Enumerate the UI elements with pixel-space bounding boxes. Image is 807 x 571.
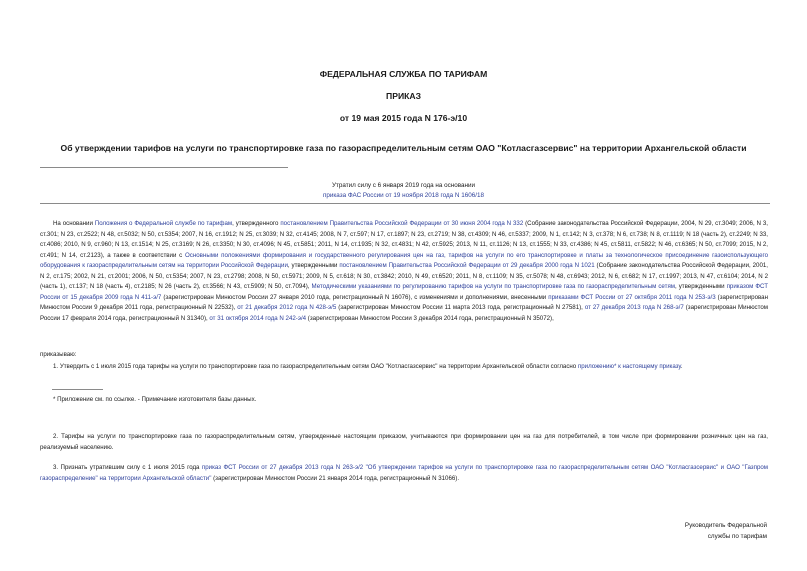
link-order-253[interactable]: приказами ФСТ России от 27 октября 2011 года N 253-э/3 bbox=[548, 293, 716, 301]
link-appendix[interactable]: приложению* к настоящему приказу bbox=[577, 363, 681, 370]
link-order-263[interactable]: приказ ФСТ России от 27 декабря 2013 года N 263-э/2 "Об утверждении тарифов на услуги по транспортировке газа по газораспределительным сетям ОАО "Котласгазсервис" и ОАО "Газпром газораспределение" на территории Архангельской области" bbox=[40, 464, 768, 482]
preamble-text-8: (зарегистрирован Минюстом России 9 декабря 2011 года, регистрационный N 22532), bbox=[40, 293, 768, 311]
preamble-text-10: (зарегистрирован Минюстом России 17 февраля 2014 года, регистрационный N 31340), bbox=[40, 304, 769, 322]
preamble-text-1: На основании bbox=[53, 220, 95, 227]
preamble-text-6: , утвержденными bbox=[675, 283, 727, 290]
link-basic-provisions[interactable]: Основными положениями формирования и государственного регулирования цен на газ, тарифов на услуги по его транспортировке и платы за технологическое присоединение газоиспользующего оборудования к газораспределительным сетям на территории Российской Федерации bbox=[40, 251, 768, 269]
document-date-number: от 19 мая 2015 года N 176-э/10 bbox=[339, 113, 468, 123]
status-link[interactable]: приказа ФАС России от 19 ноября 2018 года N 1606/18 bbox=[322, 192, 484, 199]
document-type: ПРИКАЗ bbox=[386, 91, 421, 101]
preamble-text-9: (зарегистрирован Минюстом России 11 марта 2013 года, регистрационный N 27581), bbox=[336, 304, 585, 311]
signature-line-1: Руководитель Федеральной bbox=[684, 522, 767, 529]
preamble-text-3: (Собрание законодательства Российской Федерации, 2004, N 29, ст.3049; 2006, N 3, ст.301; N 23, ст.2522; N 48, ст.5032; N 50, ст.5354; 2007, N 16, ст.1912; N 25, ст.3039; N 32, ст.4145; 2008, N 7, ст.597; N 17, ст.1897; N 23, ст.2719; N 38, ст.4309; N 46, ст.5337; 2009, N 1, ст.142; N 3, ст.378; N 6, ст.738; N 8, ст.1119; N 18 (часть 2), ст.2249; N 33, ст.4086; 2010, N 9, ст.960; N 13, ст.1514; N 25, ст.3169; N 26, ст.3350; N 30, ст.4096; N 45, ст.5851; 2011, N 14, ст.1935; N 32, ст.4831; N 42, ст.5925; 2013, N 11, ст.1126; N 13, ст.1555; N 33, ст.4386; N 45, ст.5811, ст.5822; N 46, ст.6365; N 50, ст.7099; 2015, N 2, ст.491; N 14, ст.2123), а также в соответствии с bbox=[40, 220, 769, 259]
item-1-text: 1. Утвердить с 1 июля 2015 года тарифы на услуги по транспортировке газа по газораспределительным сетям ОАО "Котласгазсервис" на территории Архангельской области согласно bbox=[53, 363, 578, 370]
link-order-411[interactable]: приказом ФСТ России от 15 декабря 2009 года N 411-э/7 bbox=[40, 283, 768, 301]
preamble-text-7: (зарегистрирован Минюстом России 27 января 2010 года, регистрационный N 16076), с изменениями и дополнениями, внесенными bbox=[161, 293, 549, 301]
status-line-1: Утратил силу с 6 января 2019 года на основании bbox=[331, 182, 476, 189]
preamble-paragraph bbox=[40, 219, 768, 324]
preamble-text-2: , утвержденного bbox=[232, 220, 281, 227]
link-order-428[interactable]: от 21 декабря 2012 года N 428-э/5 bbox=[237, 304, 337, 311]
order-item-2: 2. Тарифы на услуги по транспортировке газа по газораспределительным сетям, утвержденные настоящим приказом, учитываются при формировании цен на газ для потребителей, в том числе при формировании розничных цен на газ, реализуемый населению. bbox=[40, 433, 768, 451]
preamble-text-5: (Собрание законодательства Российской Федерации, 2001, N 2, ст.175; 2002, N 21, ст.2001; 2006, N 50, ст.5354; 2007, N 23, ст.2798; 2008, N 50, ст.5971; 2009, N 5, ст.618; N 30, ст.3842; 2010, N 49, ст.6520; 2011, N 8, ст.1109; N 35, ст.5078; N 48, ст.6943; 2012, N 6, ст.682; N 17, ст.1997; 2013, N 47, ст.6104; 2014, N 2 (часть 1), ст.137; N 18 (часть 4), ст.2185; N 26 (часть 2), ст.3566; N 43, ст.5909; N 50, ст.7094), bbox=[40, 262, 769, 290]
footnote-divider bbox=[52, 389, 103, 390]
divider-status bbox=[40, 203, 770, 204]
link-order-242[interactable]: от 31 октября 2014 года N 242-э/4 bbox=[209, 314, 307, 322]
signature-line-2: службы по тарифам bbox=[707, 533, 767, 540]
link-methodical-guidelines[interactable]: Методическими указаниями по регулированию тарифов на услуги по транспортировке газа по газораспределительным сетям bbox=[311, 283, 675, 290]
order-item-3 bbox=[40, 463, 768, 484]
order-item-1 bbox=[40, 362, 768, 373]
preamble-text-4: , утвержденными bbox=[287, 262, 340, 269]
order-word: приказываю: bbox=[40, 351, 77, 358]
link-government-decree-1021[interactable]: постановлением Правительства Российской Федерации от 29 декабря 2000 года N 1021 bbox=[339, 262, 595, 269]
document-title: Об утверждении тарифов на услуги по транспортировке газа по газораспределительным сетям ОАО "Котласгазсервис" на территории Архангельской области bbox=[60, 143, 747, 153]
item-3-text: 3. Признать утратившим силу с 1 июля 2015 года bbox=[53, 464, 202, 471]
link-government-decree-332[interactable]: постановлением Правительства Российской Федерации от 30 июня 2004 года N 332 bbox=[280, 220, 524, 227]
item-1-end: . bbox=[680, 363, 683, 370]
divider-top bbox=[40, 167, 288, 168]
footnote: * Приложение см. по ссылке. - Примечание изготовителя базы данных. bbox=[53, 396, 257, 403]
status-note bbox=[0, 181, 807, 201]
link-fst-regulation[interactable]: Положения о Федеральной службе по тарифам bbox=[94, 220, 233, 227]
preamble-text-11: (зарегистрирован Минюстом России 3 декабря 2014 года, регистрационный N 35072), bbox=[306, 314, 554, 322]
signature-block bbox=[685, 520, 767, 542]
item-3-end: (зарегистрирован Минюстом России 21 января 2014 года, регистрационный N 31066). bbox=[211, 474, 460, 482]
agency-name: ФЕДЕРАЛЬНАЯ СЛУЖБА ПО ТАРИФАМ bbox=[319, 69, 488, 79]
link-order-268[interactable]: от 27 декабря 2013 года N 268-э/7 bbox=[584, 304, 684, 311]
